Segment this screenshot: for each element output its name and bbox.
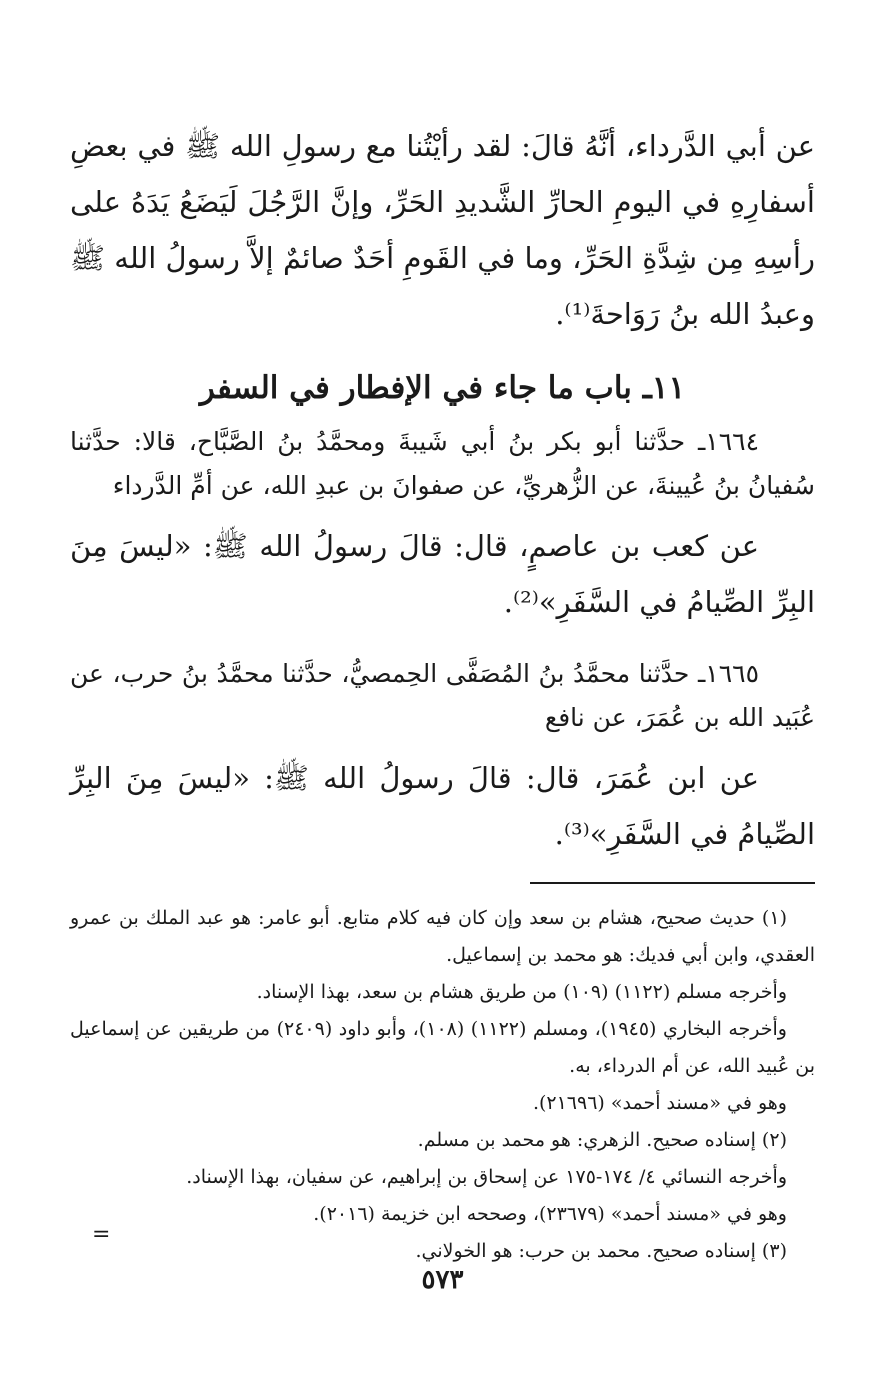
hadith-1664-isnad: ١٦٦٤ـ حدَّثنا أبو بكر بنُ أبي شَيبةَ ومحمَّدُ بنُ الصَّبَّاح، قالا: حدَّثنا سُفيانُ بنُ عُيينةَ، عن الزُّهريِّ، عن صفوانَ بن عبدِ الله، عن أمِّ الدَّرداء: [70, 427, 815, 500]
footnote-line: وأخرجه النسائي ٤/ ١٧٤-١٧٥ عن إسحاق بن إبراهيم، عن سفيان، بهذا الإسناد.: [186, 1166, 787, 1188]
footnote-line: وهو في «مسند أحمد» (٢١٦٩٦).: [532, 1092, 787, 1114]
hadith-1665-matn: عن ابن عُمَرَ، قال: قالَ رسولُ الله ﷺ: «ليسَ مِنَ البِرِّ الصِّيامُ في السَّفَرِ»⁽³⁾.: [70, 761, 815, 851]
footnote-line: وأخرجه مسلم (١١٢٢) (١٠٩) من طريق هشام بن سعد، بهذا الإسناد.: [256, 981, 787, 1003]
footnote-line: (٣) إسناده صحيح. محمد بن حرب: هو الخولاني.: [415, 1240, 787, 1262]
hadith-1664-matn: عن كعب بن عاصمٍ، قال: قالَ رسولُ الله ﷺ: «ليسَ مِنَ البِرِّ الصِّيامُ في السَّفَرِ»⁽²⁾.: [70, 529, 815, 619]
footnote-line: (١) حديث صحيح، هشام بن سعد وإن كان فيه كلام متابع. أبو عامر: هو عبد الملك بن عمرو العقدي، وابن أبي فديك: هو محمد بن إسماعيل.: [70, 907, 815, 966]
footnote-line: وأخرجه البخاري (١٩٤٥)، ومسلم (١١٢٢) (١٠٨)، وأبو داود (٢٤٠٩) من طريقين عن إسماعيل بن عُبيد الله، عن أم الدرداء، به.: [70, 1018, 815, 1077]
footnote-line: (٢) إسناده صحيح. الزهري: هو محمد بن مسلم.: [417, 1129, 787, 1151]
footnote-line: وهو في «مسند أحمد» (٢٣٦٧٩)، وصححه ابن خزيمة (٢٠١٦).: [313, 1203, 787, 1225]
footnotes: [70, 900, 815, 1270]
footnote-divider: [530, 882, 815, 884]
opening-paragraph: عن أبي الدَّرداء، أنَّهُ قالَ: لقد رأيْتُنا مع رسولِ الله ﷺ في بعضِ أسفارِهِ في اليومِ الحارِّ الشَّديدِ الحَرِّ، وإنَّ الرَّجُلَ لَيَضَعُ يَدَهُ على رأسِهِ مِن شِدَّةِ الحَرِّ، وما في القَومِ أحَدٌ صائمٌ إلاَّ رسولُ الله ﷺ وعبدُ الله بنُ رَوَاحةَ⁽¹⁾.: [70, 129, 815, 331]
page-number: ٥٧٣: [421, 1265, 464, 1295]
continuation-mark: =: [92, 1222, 111, 1247]
hadith-1665-isnad: ١٦٦٥ـ حدَّثنا محمَّدُ بنُ المُصَفَّى الحِمصيُّ، حدَّثنا محمَّدُ بنُ حرب، عن عُبَيد الله بن عُمَرَ، عن نافع: [70, 659, 815, 732]
chapter-title: ١١ـ باب ما جاء في الإفطار في السفر: [199, 370, 686, 406]
